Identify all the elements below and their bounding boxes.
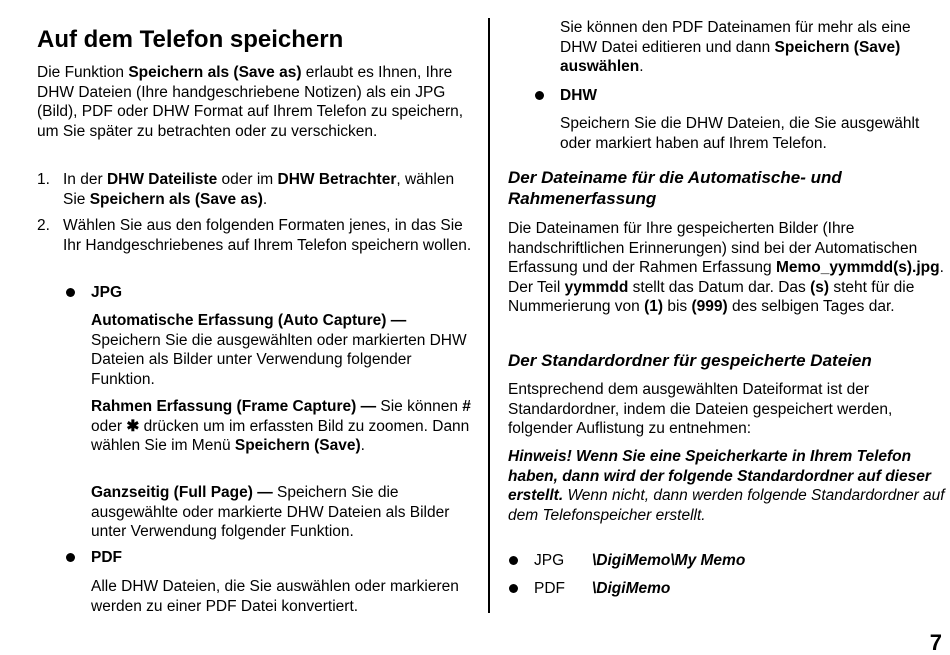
bullet-icon <box>66 288 75 297</box>
filename-paragraph: Die Dateinamen für Ihre gespeicherten Bilder (Ihre handschriftlichen Erinnerungen) sind bei der Automatischen Erfassung und der Rahmen Erfassung Memo_yymmdd(s).jpg. Der Teil yymmdd stellt das Datum dar. Das (s) steht für die Nummerierung von (1) bis (999) des selbigen Tages dar. <box>508 220 944 316</box>
step-1-number: 1. <box>37 171 50 188</box>
pdf-text: Alle DHW Dateien, die Sie auswählen oder markieren werden zu einer PDF Datei konvertiert. <box>91 578 459 615</box>
jpg-label: JPG <box>91 284 123 301</box>
pdf-continued-text: Sie können den PDF Dateinamen für mehr als eine DHW Datei editieren und dann Speichern (Save) auswählen. <box>560 19 911 76</box>
page-title: Auf dem Telefon speichern <box>37 26 344 53</box>
bullet-icon <box>509 584 518 593</box>
bullet-icon <box>535 91 544 100</box>
step-2-text: Wählen Sie aus den folgenden Formaten jenes, in das Sie Ihr Handgeschriebenes auf Ihrem Telefon speichern wollen. <box>63 217 472 254</box>
star-key-icon: ✱ <box>126 417 140 435</box>
bullet-icon <box>509 556 518 565</box>
step-2-number: 2. <box>37 217 50 234</box>
path-format-jpg: JPG <box>534 552 565 569</box>
bullet-icon <box>66 553 75 562</box>
filename-heading: Der Dateiname für die Automatische- und Rahmenerfassung <box>508 168 842 208</box>
path-pdf: \DigiMemo <box>592 580 671 597</box>
frame-capture-text: Rahmen Erfassung (Frame Capture) — Sie können # oder ✱ drücken um im erfassten Bild zu zoomen. Dann wählen Sie im Menü Speichern (Save). <box>91 398 471 455</box>
full-page-text: Ganzseitig (Full Page) — Speichern Sie die ausgewählte oder markierte DHW Dateien als Bilder unter Verwendung folgender Funktion. <box>91 484 450 541</box>
hint-paragraph: Hinweis! Wenn Sie eine Speicherkarte in Ihrem Telefon haben, dann wird der folgende Standardordner auf dieser erstellt. Wenn nicht, dann werden folgende Standardordner auf dem Telefonspeicher erstellt. <box>508 448 945 524</box>
folder-intro: Entsprechend dem ausgewählten Dateiformat ist der Standardordner, indem die Dateien gespeichert werden, folgender Auflistung zu entnehmen: <box>508 381 893 438</box>
folder-heading: Der Standardordner für gespeicherte Dateien <box>508 351 872 370</box>
page-number: 7 <box>929 630 942 655</box>
dhw-label: DHW <box>560 87 598 104</box>
path-jpg: \DigiMemo\My Memo <box>592 552 746 569</box>
column-divider <box>488 18 490 613</box>
hash-key: # <box>462 398 471 415</box>
dhw-text: Speichern Sie die DHW Dateien, die Sie ausgewählt oder markiert haben auf Ihrem Telefon. <box>560 115 920 152</box>
auto-capture-text: Automatische Erfassung (Auto Capture) — Speichern Sie die ausgewählten oder markierten DHW Dateien als Bilder unter Verwendung folgender Funktion. <box>91 312 467 388</box>
pdf-label: PDF <box>91 549 122 566</box>
path-format-pdf: PDF <box>534 580 565 597</box>
step-1-text: In der DHW Dateiliste oder im DHW Betrachter, wählen Sie Speichern als (Save as). <box>63 171 455 208</box>
intro-paragraph: Die Funktion Speichern als (Save as) erlaubt es Ihnen, Ihre DHW Dateien (Ihre handgeschriebene Notizen) als ein JPG (Bild), PDF oder DHW Format auf Ihrem Telefon zu speichern, um Sie später zu betrachten oder zu verschicken. <box>37 64 464 140</box>
